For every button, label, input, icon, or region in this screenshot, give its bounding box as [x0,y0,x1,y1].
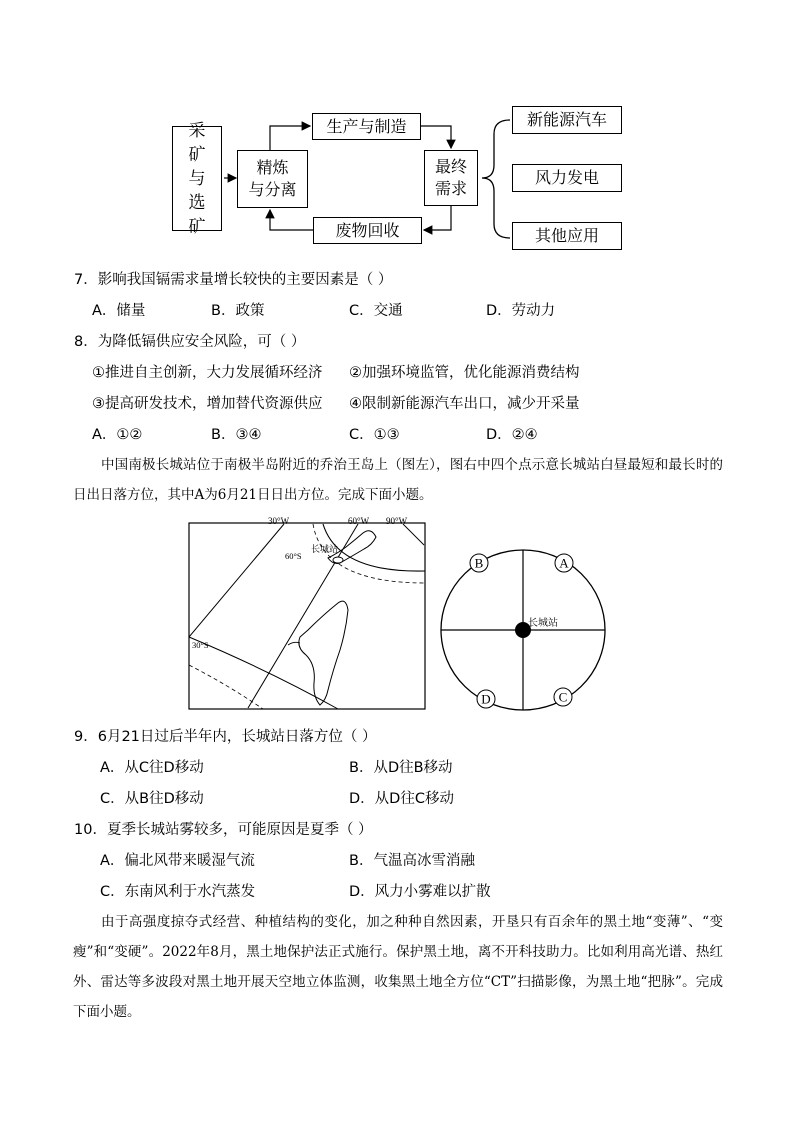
antarctic-map [188,515,428,710]
refining-label-2: 与分离 [248,180,297,199]
q10-option-a[interactable]: A．偏北风带来暖湿气流 [100,853,255,869]
map-station-label: 长城站 [311,544,339,554]
compass-label-b: B [474,555,484,571]
compass-point-c [554,688,572,706]
mining-label: 采矿与选矿 [188,120,206,237]
use-label-other: 其他应用 [534,226,599,245]
use-label-wind: 风力发电 [534,168,599,187]
map-lat-60s: 60°S [285,551,302,561]
demand-label-1: 最终 [434,157,467,176]
use-label-ev: 新能源汽车 [526,110,607,129]
q8-item-2: ②加强环境监管，优化能源消费结构 [349,365,580,381]
recycling-label: 废物回收 [335,220,400,240]
refining-label-1: 精炼 [256,158,289,177]
q9-option-a[interactable]: A．从C往D移动 [100,760,204,776]
intro-paragraph-antarctica: 中国南极长城站位于南极半岛附近的乔治王岛上（图左），图右中四个点示意长城站白昼最短和最长时的日出日落方位，其中A为6月21日日出方位。完成下面小题。 [73,457,723,503]
use-box-other [512,222,622,250]
demand-box [424,150,478,206]
compass-point-a [555,554,573,572]
demand-label-2: 需求 [434,179,467,198]
use-box-ev [512,106,622,134]
q9-option-d[interactable]: D．从D往C移动 [349,791,454,807]
q10-option-c[interactable]: C．东南风利于水汽蒸发 [100,884,256,900]
q9-option-b[interactable]: B．从D往B移动 [349,760,453,776]
q7-option-a[interactable]: A．储量 [92,303,146,319]
q9-stem: 9．6月21日过后半年内，长城站日落方位（ ） [74,729,377,745]
q8-option-d[interactable]: D．②④ [486,427,538,443]
q8-item-3: ③提高研发技术，增加替代资源供应 [92,396,323,412]
q8-option-a[interactable]: A．①② [92,427,143,443]
q8-item-1: ①推进自主创新，大力发展循环经济 [92,365,323,381]
q10-option-d[interactable]: D．风力小雾难以扩散 [349,884,491,900]
map-lon-90w: 90°W [386,516,408,526]
q8-option-b[interactable]: B．③④ [211,427,262,443]
q10-option-b[interactable]: B．气温高冰雪消融 [349,853,475,869]
refining-box [237,150,308,208]
q8-stem: 8．为降低镉供应安全风险，可（ ） [74,334,306,350]
use-box-wind [512,164,622,192]
q9-option-c[interactable]: C．从B往D移动 [100,791,204,807]
q8-item-4: ④限制新能源汽车出口，减少开采量 [349,396,580,412]
mining-box [172,120,222,237]
q10-stem: 10．夏季长城站雾较多，可能原因是夏季（ ） [74,822,373,838]
map-lon-30w: 30°W [268,516,290,526]
recycling-box [313,217,422,244]
compass-point-d [477,690,495,708]
compass-label-c: C [558,689,568,705]
q8-option-c[interactable]: C．①③ [349,427,400,443]
intro-paragraph-black-soil: 由于高强度掠夺式经营、种植结构的变化，加之种种自然因素，开垦只有百余年的黑土地“变薄”、“变瘦”和“变硬”。2022年8月，黑土地保护法正式施行。保护黑土地，离不开科技助力。比如利用高光谱、热红外、雷达等多波段对黑土地开展天空地立体监测，收集黑土地全方位“CT”扫描影像，为黑土地“把脉”。完成下面小题。 [73,914,723,1020]
compass-point-b [470,554,488,572]
compass-label-a: A [559,555,569,571]
production-box [312,113,421,140]
sun-direction-diagram [438,548,610,713]
compass-label-d: D [481,691,491,707]
compass-station-label: 长城站 [528,618,558,629]
map-lon-60w: 60°W [348,516,370,526]
q7-option-b[interactable]: B．政策 [211,303,265,319]
map-lat-30s: 30°S [192,640,209,650]
production-label: 生产与制造 [326,116,407,136]
q7-option-c[interactable]: C．交通 [349,303,403,319]
q7-option-d[interactable]: D．劳动力 [486,303,556,319]
q7-stem: 7．影响我国镉需求量增长较快的主要因素是（ ） [74,272,393,288]
